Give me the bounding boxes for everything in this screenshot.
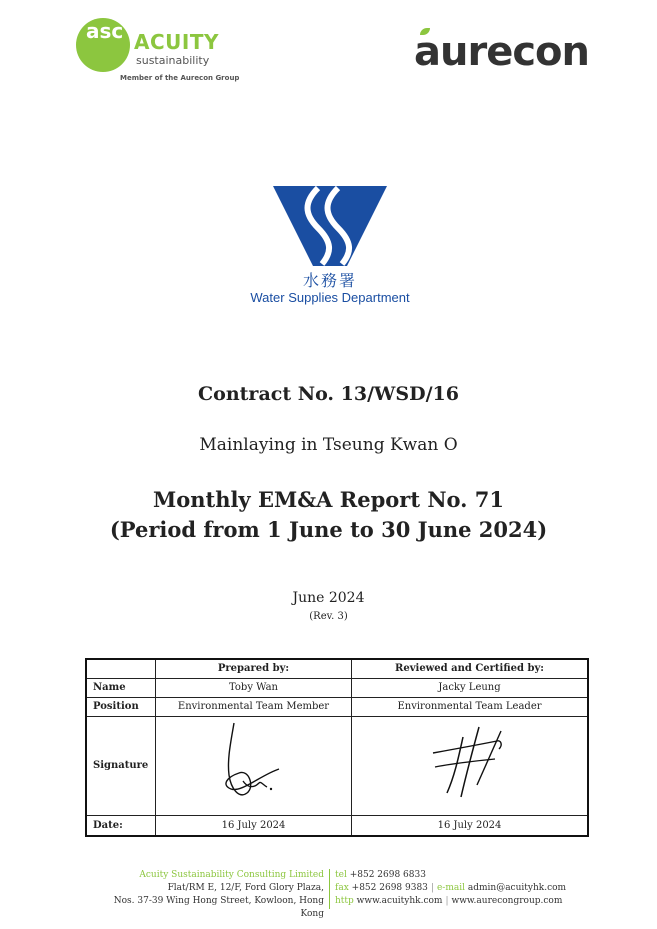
prepared-name: Toby Wan bbox=[156, 678, 352, 697]
prepared-date: 16 July 2024 bbox=[156, 815, 352, 836]
reviewed-name: Jacky Leung bbox=[352, 678, 589, 697]
prepared-signature bbox=[156, 716, 352, 815]
signature-table bbox=[85, 658, 589, 837]
tel-label: tel bbox=[335, 870, 347, 880]
footer-address-line1: Flat/RM E, 12/F, Ford Glory Plaza, bbox=[167, 883, 324, 893]
wsd-chinese-name: 水務署 bbox=[302, 271, 357, 290]
footer-address-block bbox=[90, 869, 324, 921]
report-date: June 2024 bbox=[292, 590, 365, 606]
footer-web-line: http www.acuityhk.com | www.aurecongroup.com bbox=[335, 896, 563, 906]
col-reviewed-header: Reviewed and Certified by: bbox=[352, 659, 589, 678]
wsd-logo bbox=[240, 184, 420, 314]
acuity-letters: asc bbox=[86, 19, 124, 43]
report-title: Monthly EM&A Report No. 71 bbox=[152, 487, 505, 512]
web-link-acuity[interactable]: www.acuityhk.com bbox=[356, 896, 443, 906]
footer-fax-line: fax +852 2698 9383 | e-mail admin@acuityhk.com bbox=[335, 883, 567, 893]
table-corner bbox=[86, 659, 156, 678]
footer-address-line2: Nos. 37-39 Wing Hong Street, Kowloon, Hong Kong bbox=[113, 896, 324, 919]
acuity-circle-icon bbox=[76, 18, 130, 72]
acuity-logo bbox=[76, 18, 246, 86]
contract-number: Contract No. 13/WSD/16 bbox=[198, 383, 459, 405]
reviewed-signature-image bbox=[415, 719, 525, 809]
aurecon-name: aurecon bbox=[414, 29, 589, 75]
footer-divider bbox=[329, 869, 330, 909]
row-date-label: Date: bbox=[86, 815, 156, 836]
web-label: http bbox=[335, 896, 354, 906]
footer-company: Acuity Sustainability Consulting Limited bbox=[139, 870, 324, 880]
report-period: (Period from 1 June to 30 June 2024) bbox=[109, 517, 548, 542]
row-name-label: Name bbox=[86, 678, 156, 697]
tel-value: +852 2698 6833 bbox=[349, 870, 426, 880]
footer-contact-block bbox=[335, 869, 575, 908]
fax-value: +852 2698 9383 bbox=[351, 883, 428, 893]
wsd-emblem-icon bbox=[240, 184, 420, 268]
prepared-position: Environmental Team Member bbox=[156, 697, 352, 716]
col-prepared-header: Prepared by: bbox=[156, 659, 352, 678]
project-name: Mainlaying in Tseung Kwan O bbox=[199, 435, 458, 455]
report-revision: (Rev. 3) bbox=[309, 611, 348, 622]
acuity-sub: sustainability bbox=[136, 54, 210, 67]
row-signature-label: Signature bbox=[86, 716, 156, 815]
wsd-english-name: Water Supplies Department bbox=[250, 290, 410, 305]
web-link-aurecon[interactable]: www.aurecongroup.com bbox=[451, 896, 563, 906]
aurecon-logo bbox=[414, 28, 594, 78]
acuity-member-line: Member of the Aurecon Group bbox=[120, 74, 240, 82]
reviewed-signature bbox=[352, 716, 589, 815]
row-position-label: Position bbox=[86, 697, 156, 716]
prepared-signature-image bbox=[209, 719, 299, 809]
acuity-name: ACUITY bbox=[134, 30, 219, 54]
reviewed-date: 16 July 2024 bbox=[352, 815, 589, 836]
footer-tel-line bbox=[335, 869, 575, 882]
email-link[interactable]: admin@acuityhk.com bbox=[467, 883, 567, 893]
fax-label: fax bbox=[335, 883, 349, 893]
reviewed-position: Environmental Team Leader bbox=[352, 697, 589, 716]
email-label: e-mail bbox=[436, 883, 465, 893]
